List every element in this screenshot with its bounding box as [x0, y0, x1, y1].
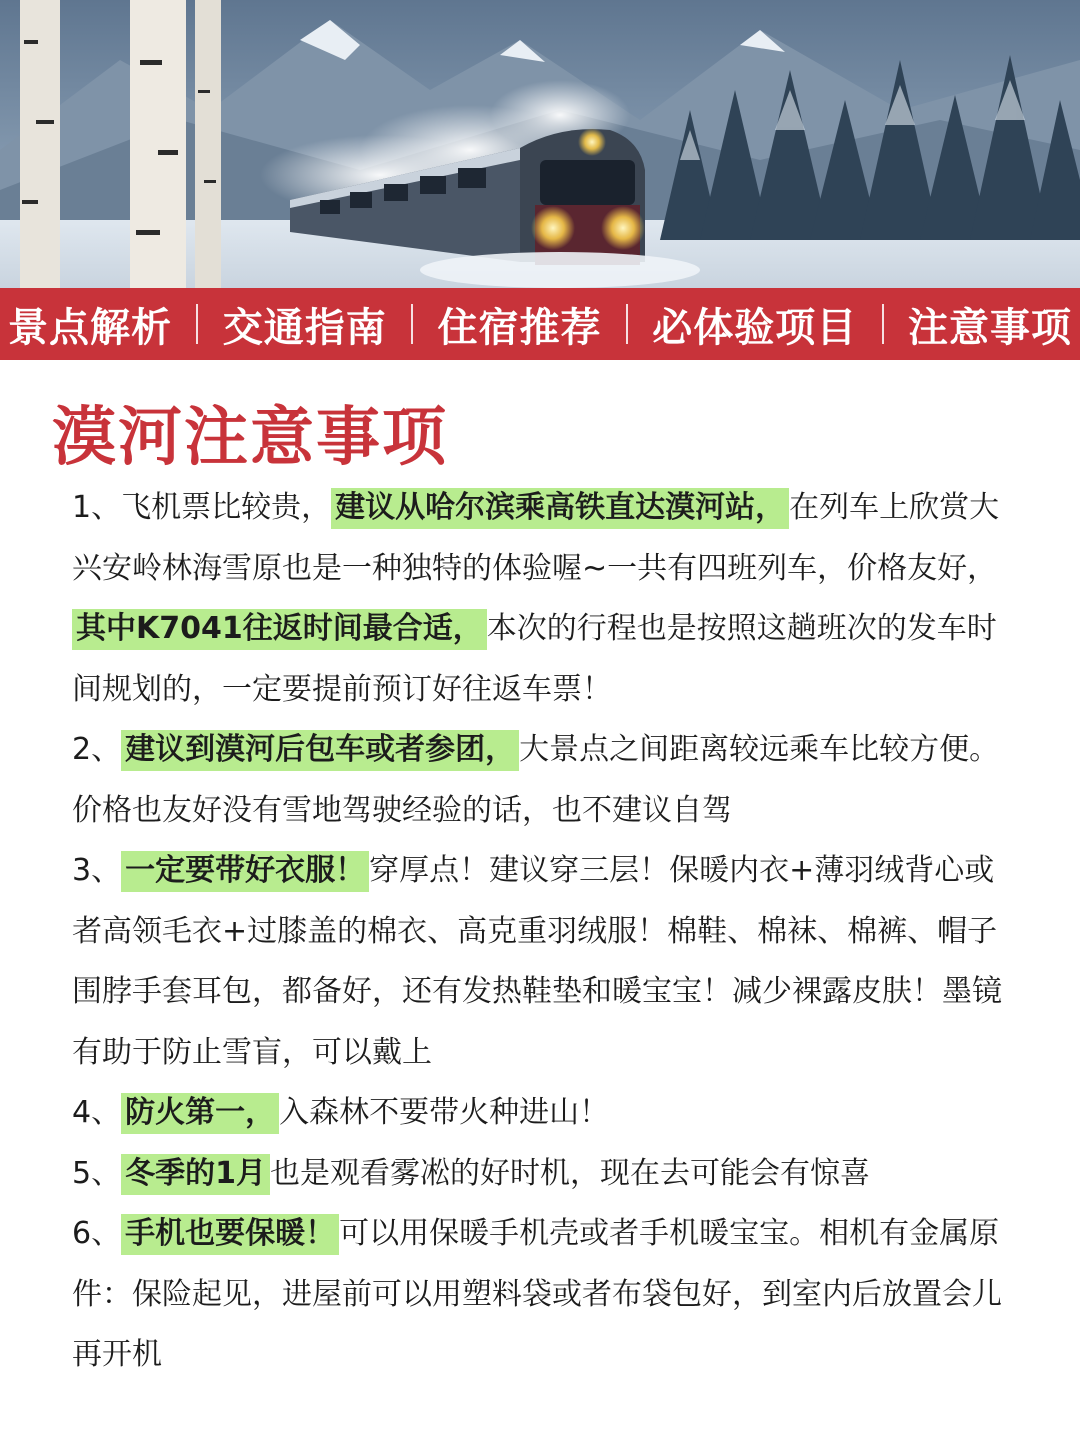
item-text: 本次的行程也是按照这趟班次的发车时间规划的，一定要提前预订好往返车票！: [72, 611, 997, 707]
nav-item-must-do[interactable]: 必体验项目: [652, 303, 858, 351]
nav-separator: [626, 304, 628, 344]
item-number: 4、: [72, 1095, 122, 1130]
page-title: 漠河注意事项: [52, 400, 448, 475]
item-highlight: 其中K7041往返时间最合适，: [72, 609, 487, 650]
item-number: 5、: [72, 1155, 122, 1191]
item-number: 6、: [72, 1216, 122, 1251]
item-text: 在列车上欣赏大兴安岭林海雪原也是一种独特的体验喔~一共有四班列车，价格友好，: [72, 490, 1000, 586]
item-number: 2、: [72, 732, 122, 767]
item-highlight: 手机也要保暖！: [121, 1214, 339, 1255]
list-item: [72, 1083, 1022, 1144]
item-text: 可以用保暖手机壳或者手机暖宝宝。相机有金属原件：保险起见，进屋前可以用塑料袋或者布袋包好，到室内后放置会儿再开机: [72, 1216, 1002, 1372]
item-highlight: 冬季的1月: [121, 1154, 270, 1195]
item-highlight: 建议从哈尔滨乘高铁直达漠河站，: [331, 488, 789, 529]
nav-item-attractions[interactable]: 景点解析: [8, 303, 172, 351]
item-highlight: 防火第一，: [121, 1093, 279, 1134]
list-item: [72, 841, 1022, 1083]
item-text: 穿厚点！建议穿三层！保暖内衣+薄羽绒背心或者高领毛衣+过膝盖的棉衣、高克重羽绒服！棉鞋、棉袜、棉裤、帽子围脖手套耳包，都备好，还有发热鞋垫和暖宝宝！减少裸露皮肤！墨镜有助于防止雪盲，可以戴上: [72, 853, 1002, 1070]
list-item: [72, 1144, 1022, 1205]
category-nav-bar: [0, 288, 1080, 360]
item-number: 1、: [72, 490, 122, 525]
item-text: 大景点之间距离较远乘车比较方便。价格也友好没有雪地驾驶经验的话，也不建议自驾: [72, 732, 1000, 828]
nav-separator: [411, 304, 413, 344]
list-item: [72, 720, 1022, 841]
list-item: [72, 478, 1022, 720]
train-snow-scene-illustration: [0, 0, 1080, 288]
notes-list: [72, 478, 1022, 1386]
item-text: 入森林不要带火种进山！: [279, 1095, 610, 1130]
item-highlight: 建议到漠河后包车或者参团，: [121, 730, 519, 771]
nav-item-transport[interactable]: 交通指南: [222, 303, 387, 351]
nav-separator: [196, 304, 198, 344]
item-number: 3、: [72, 853, 122, 888]
item-text: 也是观看雾凇的好时机，现在去可能会有惊喜: [269, 1155, 870, 1191]
hero-image-winter-train: [0, 0, 1080, 288]
nav-item-notes[interactable]: 注意事项: [908, 303, 1072, 351]
nav-item-accommodation[interactable]: 住宿推荐: [437, 303, 602, 351]
item-text: 飞机票比较贵，: [121, 490, 332, 525]
list-item: [72, 1204, 1022, 1386]
nav-separator: [882, 304, 884, 344]
item-highlight: 一定要带好衣服！: [121, 851, 369, 892]
